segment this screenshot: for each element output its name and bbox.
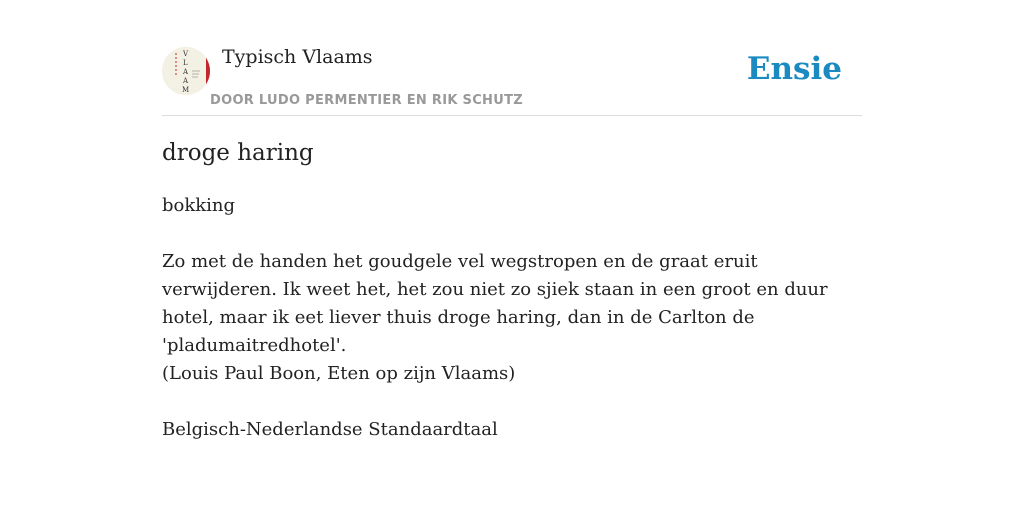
entry-category: Belgisch-Nederlandse Standaardtaal [162, 419, 498, 440]
svg-text:L: L [183, 59, 188, 67]
entry-body [162, 192, 862, 444]
svg-text:M: M [182, 86, 190, 94]
dictionary-authors: DOOR LUDO PERMENTIER EN RIK SCHUTZ [210, 93, 523, 108]
dictionary-title[interactable]: Typisch Vlaams [222, 46, 373, 68]
page-container [162, 0, 862, 512]
spacer [162, 220, 862, 248]
entry-title: droge haring [162, 140, 314, 166]
entry-definition: bokking [162, 195, 236, 216]
svg-text:A: A [183, 77, 189, 85]
header [162, 0, 862, 116]
entry-quote-source: (Louis Paul Boon, Eten op zijn Vlaams) [162, 363, 516, 384]
dictionary-cover-icon[interactable] [162, 47, 210, 95]
svg-text:V: V [183, 50, 189, 58]
svg-text:A: A [183, 68, 189, 76]
spacer [162, 388, 862, 416]
brand-logo-link[interactable]: Ensie [746, 51, 842, 87]
entry-quote: Zo met de handen het goudgele vel wegstropen en de graat eruit verwijderen. Ik weet het, het zou niet zo sjiek staan in een groot en duur hotel, maar ik eet liever thuis droge haring, dan in de Carlton de 'pladumaitredhotel'. [162, 251, 828, 356]
